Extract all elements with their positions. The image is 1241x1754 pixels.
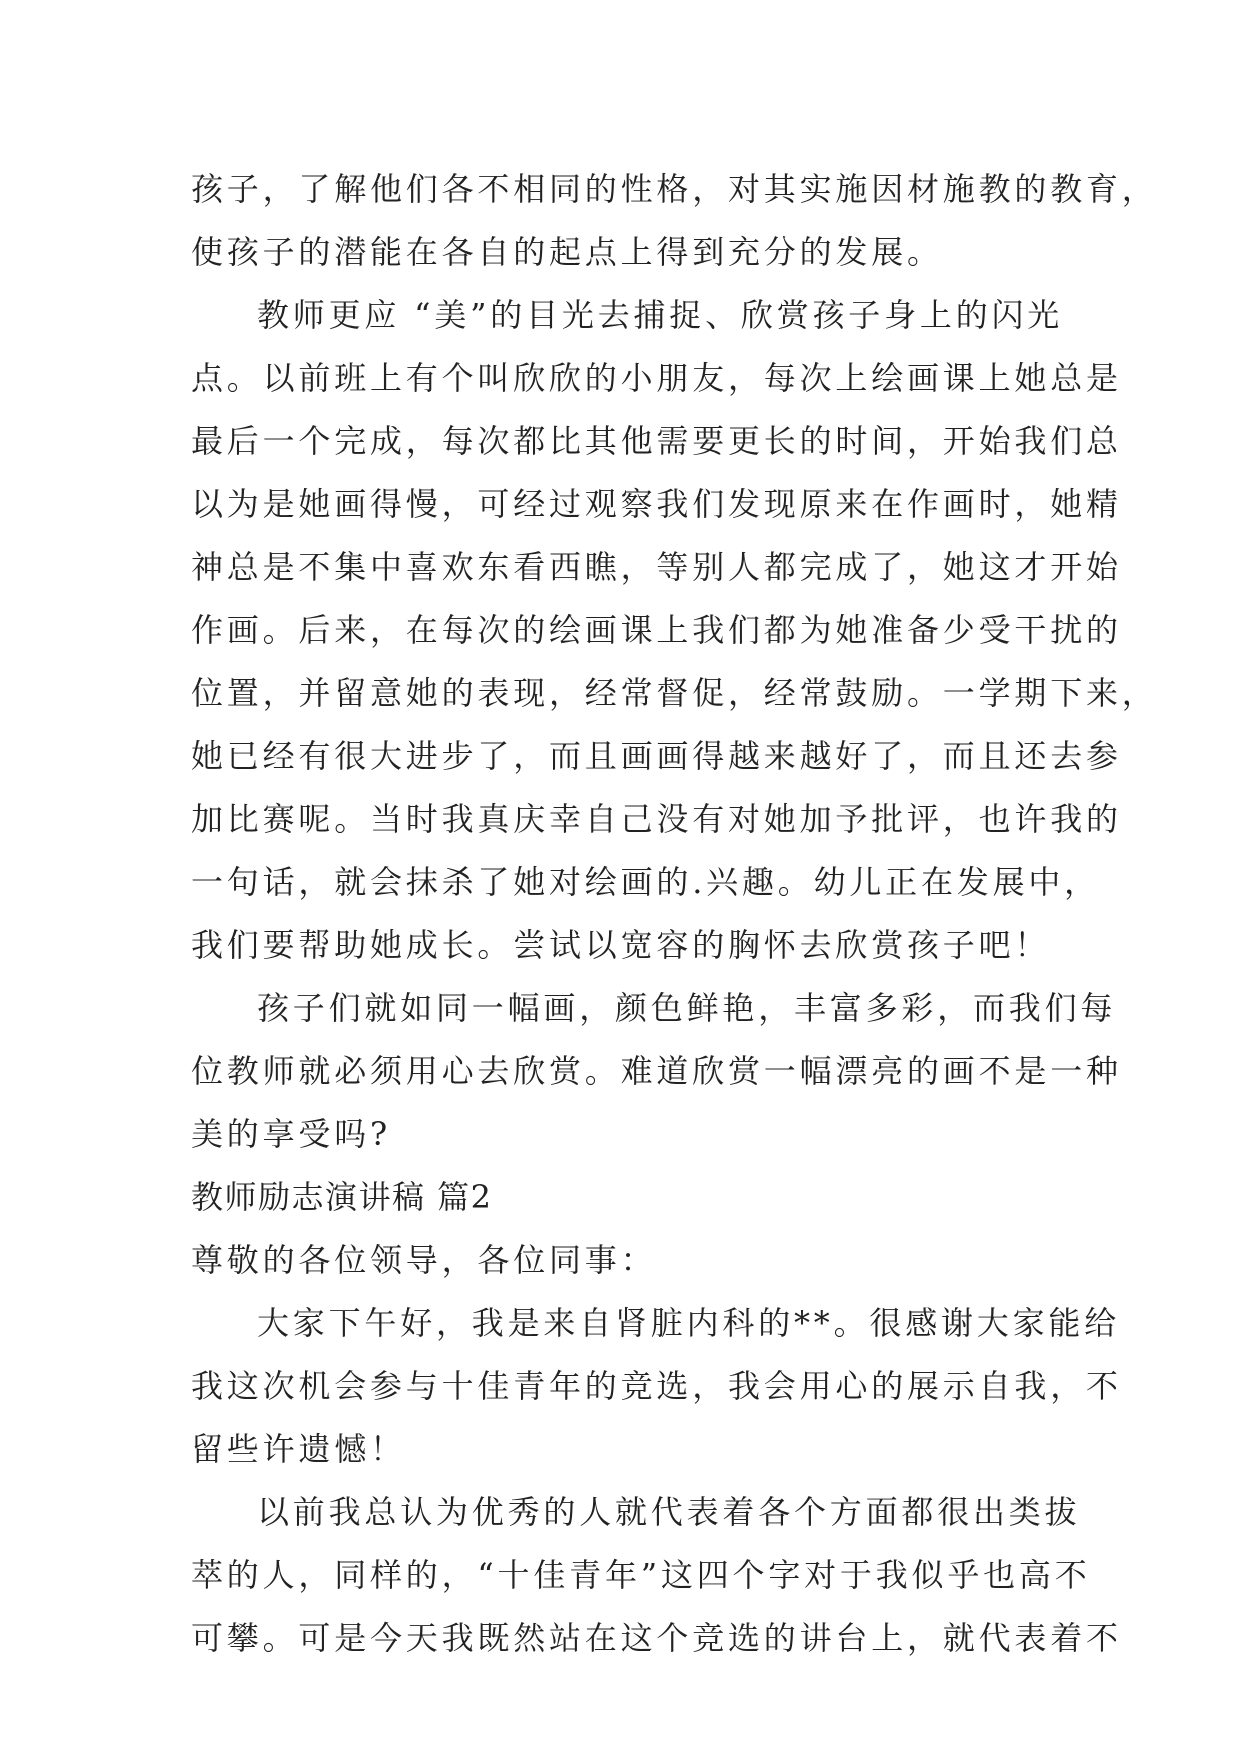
paragraph-first-line: 以前我总认为优秀的人就代表着各个方面都很出类拔 xyxy=(257,1493,1081,1531)
paragraph-line: 最后一个完成，每次都比其他需要更长的时间，开始我们总 xyxy=(191,422,1122,460)
paragraph-line: 孩子，了解他们各不相同的性格，对其实施因材施教的教育， xyxy=(191,170,1158,208)
paragraph-line: 我这次机会参与十佳青年的竞选，我会用心的展示自我，不 xyxy=(191,1367,1122,1405)
paragraph-line: 加比赛呢。当时我真庆幸自己没有对她加予批评，也许我的 xyxy=(191,800,1122,838)
section-heading: 教师励志演讲稿 篇2 xyxy=(191,1178,493,1216)
paragraph-line: 她已经有很大进步了，而且画画得越来越好了，而且还去参 xyxy=(191,737,1122,775)
paragraph-line: 以为是她画得慢，可经过观察我们发现原来在作画时，她精 xyxy=(191,485,1122,523)
paragraph-line: 点。以前班上有个叫欣欣的小朋友，每次上绘画课上她总是 xyxy=(191,359,1122,397)
paragraph-line: 位教师就必须用心去欣赏。难道欣赏一幅漂亮的画不是一种 xyxy=(191,1052,1122,1090)
paragraph-line: 使孩子的潜能在各自的起点上得到充分的发展。 xyxy=(191,233,943,271)
paragraph-first-line: 孩子们就如同一幅画，颜色鲜艳，丰富多彩，而我们每 xyxy=(257,989,1117,1027)
paragraph-first-line: 大家下午好，我是来自肾脏内科的**。很感谢大家能给 xyxy=(257,1304,1121,1342)
paragraph-line: 位置，并留意她的表现，经常督促，经常鼓励。一学期下来， xyxy=(191,674,1158,712)
paragraph-line: 一句话，就会抹杀了她对绘画的.兴趣。幼儿正在发展中， xyxy=(191,863,1100,901)
paragraph-line: 神总是不集中喜欢东看西瞧，等别人都完成了，她这才开始 xyxy=(191,548,1122,586)
salutation: 尊敬的各位领导，各位同事： xyxy=(191,1241,657,1279)
paragraph-line: 可攀。可是今天我既然站在这个竞选的讲台上，就代表着不 xyxy=(191,1619,1122,1657)
paragraph-line: 留些许遗憾！ xyxy=(191,1430,406,1468)
paragraph-line: 萃的人，同样的，“十佳青年”这四个字对于我似乎也高不 xyxy=(191,1556,1091,1594)
paragraph-line: 我们要帮助她成长。尝试以宽容的胸怀去欣赏孩子吧！ xyxy=(191,926,1051,964)
paragraph-first-line: 教师更应 “美”的目光去捕捉、欣赏孩子身上的闪光 xyxy=(257,296,1064,334)
paragraph-line: 美的享受吗? xyxy=(191,1115,391,1153)
document-body xyxy=(191,158,1158,1670)
paragraph-line: 作画。后来，在每次的绘画课上我们都为她准备少受干扰的 xyxy=(191,611,1122,649)
